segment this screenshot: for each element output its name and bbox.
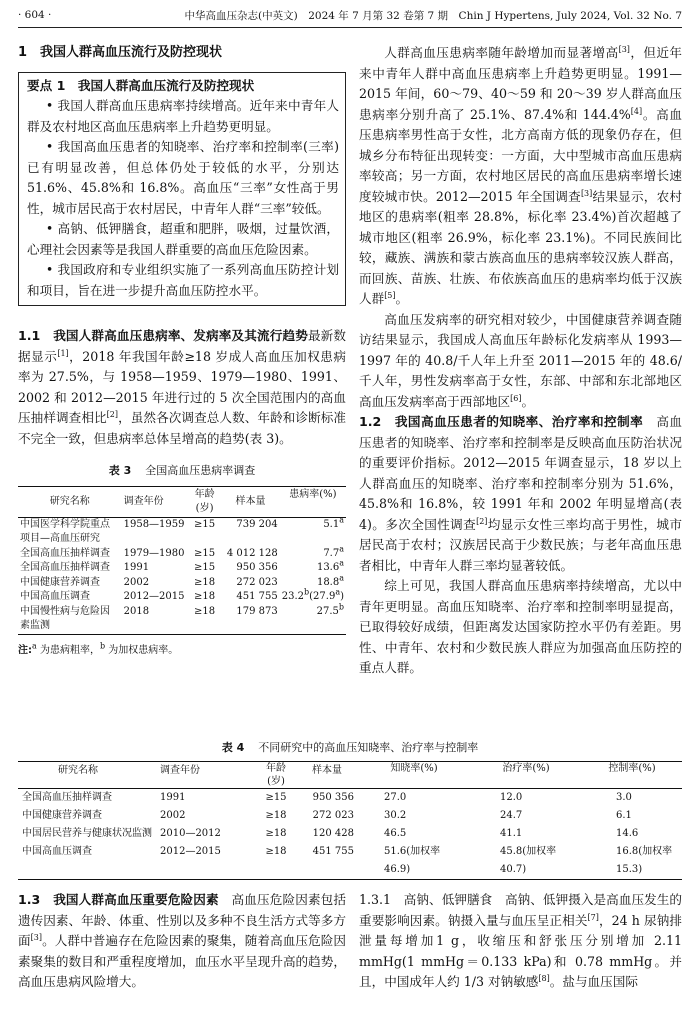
summary-paragraph: 综上可见，我国人群高血压患病率持续增高，尤以中青年更明显。高血压知晓率、治疗率和控制率明显提高，已取得较好成绩，但距离发达国家防控水平仍有差距。男性、中青年、农村和少数民族人群应为加强高血压防控的重点人群。: [359, 578, 682, 675]
body-text: 。高血压患病率男性高于女性，北方高南方低的现象仍存在，但城乡分布特征出现转变：一方面，大中型城市高血压患病率较高；另一方面，农村地区居民的高血压患病率增长速度较城市快。2012—2015 年全国调查: [359, 106, 683, 204]
citation-ref[interactable]: [8]: [538, 973, 550, 983]
table-4-header: 治疗率(%): [502, 763, 550, 774]
header-rule: [18, 27, 682, 28]
table-cell: 14.6: [616, 828, 639, 839]
table-cell: 2002: [160, 810, 186, 821]
table-cell: 中国医学科学院重点项目—高血压研究: [20, 518, 110, 544]
table-cell: 2012—2015: [123, 591, 185, 602]
table-cell: 全国高血压抽样调查: [20, 547, 110, 559]
body-text: ，2018 年我国年龄≥18 岁成人高血压加权患病率为 27.5%，与 1958—1959、1979—1980、1991、2002 和 2012—2015 年进行过的 5 次全国范围内的高血压抽样调查相比: [18, 348, 347, 425]
table-cell: 中国健康营养调查: [20, 576, 100, 588]
table-cell: 272 023: [236, 576, 278, 588]
table-cell: ≥18: [265, 810, 287, 821]
incidence-paragraph: [359, 310, 682, 413]
body-text: 均显示女性三率均高于男性，城市居民高于农村；汉族居民高于少数民族；与老年高血压患者相比，中青年人群三率均显著较低。: [359, 516, 682, 573]
table-cell: 451 755: [312, 846, 354, 857]
table-cell: 12.0: [500, 792, 523, 803]
key-point-item: • 我国人群高血压患病率持续增高。近年来中青年人群及农村地区高血压患病率上升趋势更明显。: [27, 98, 339, 134]
section-1-3-block: [18, 890, 346, 993]
table-3: [18, 486, 346, 635]
citation-ref[interactable]: [7]: [587, 912, 599, 922]
table-cell: ≥18: [194, 605, 216, 617]
citation-ref[interactable]: [6]: [510, 393, 522, 403]
table-row: [18, 605, 346, 635]
table-cell-rate: [280, 517, 346, 547]
table-4-label: 表 4: [221, 741, 245, 754]
table-row: [18, 789, 682, 808]
rate-extra-end: ): [340, 591, 344, 602]
table-3-caption: [18, 461, 346, 482]
body-text: 高钠、低钾摄入是高血压发生的重要影响因素。钠摄入量与血压呈正相关: [359, 892, 683, 928]
citation-ref[interactable]: [3]: [618, 44, 630, 54]
rate-value: 23.2: [281, 591, 305, 602]
table-row: [18, 807, 682, 825]
citation-ref[interactable]: [5]: [384, 290, 396, 300]
table-cell: 2018: [123, 605, 150, 617]
section-1-3-paragraph: [18, 890, 346, 993]
table-row: [18, 561, 346, 576]
section-1-3-1-title: 1.3.1 高钠、低钾膳食: [359, 892, 493, 907]
citation-ref[interactable]: [3]: [580, 188, 593, 198]
table-cell: 51.6(加权率 46.9): [384, 846, 441, 875]
table-cell: 中国高血压调查: [20, 591, 90, 602]
body-text: 结果显示，农村地区的患病率(粗率 28.8%，标化率 23.4%)首次超越了城市地区(粗率 26.9%，标化率 23.1%)。不同民族间比较，藏族、满族和蒙古族高血压的患病率较汉族人群高，而回族、苗族、壮族、布依族高血压的患病率均低于汉族人群: [359, 188, 683, 306]
rate-value: 27.5: [316, 605, 339, 617]
rate-mark: b: [338, 602, 344, 612]
table-cell-rate: [280, 558, 346, 576]
key-points-box: [18, 72, 346, 307]
table-4-block: [18, 739, 682, 880]
body-text: 。人群中普遍存在危险因素的聚集，随着高血压危险因素聚集的数目和严重程度增加，血压水平呈现升高的趋势，高血压患病风险增大。: [18, 933, 347, 989]
rate-extra-mark: a: [335, 587, 341, 597]
table-cell: 1991: [123, 562, 150, 573]
rate-extra: (27.9: [309, 591, 336, 602]
rate-mark: a: [339, 573, 344, 583]
page-number: · 604 ·: [18, 9, 52, 21]
table-cell: 45.8(加权率 40.7): [500, 846, 557, 875]
body-text: 高血压危险因素包括遗传因素、年龄、体重、性别以及多种不良生活方式等多方面: [18, 892, 347, 948]
table-cell-rate: [280, 587, 346, 605]
table-cell: 46.5: [384, 828, 407, 839]
table-row: [18, 576, 346, 591]
section-1-3-1-block: [359, 890, 682, 993]
table-row: [18, 825, 682, 843]
prevalence-trend-paragraph: [359, 43, 682, 310]
table-cell: 451 755: [236, 591, 278, 602]
section-1-3-1-paragraph: [359, 890, 682, 993]
table-4-header: 调查年份: [160, 765, 200, 776]
key-point-item: • 我国政府和专业组织实施了一系列高血压防控计划和项目，旨在进一步提升高血压防控水平。: [27, 262, 339, 298]
table-3-label: 表 3: [108, 464, 132, 477]
table-cell: ≥15: [194, 547, 216, 559]
note-text: 为加权患病率。: [105, 644, 179, 656]
table-cell: 中国高血压调查: [22, 846, 92, 857]
key-points-title: 要点 1 我国人群高血压流行及防控现状: [27, 77, 255, 93]
body-text: ，24 h 尿钠排泄量每增加1 g，收缩压和舒张压分别增加 2.11 mmHg(1 mmHg＝0.133 kPa)和 0.78 mmHg。并且，中国成年人约 1/3 对钠敏感: [359, 912, 682, 989]
table-cell: 2010—2012: [160, 828, 221, 839]
table-3-header: 研究名称: [49, 495, 90, 507]
rate-value: 7.7: [323, 547, 340, 559]
table-cell: 全国高血压抽样调查: [20, 562, 110, 573]
note-mark: a: [32, 641, 37, 651]
body-text: 。: [395, 291, 409, 306]
table-cell: 2002: [123, 576, 150, 588]
table-4-header: 控制率(%): [608, 763, 656, 774]
right-column: [359, 43, 682, 679]
table-3-header: 调查年份: [123, 495, 164, 507]
section-1-title: 1 我国人群高血压流行及防控现状: [18, 45, 223, 60]
table-cell: ≥15: [194, 562, 216, 573]
table-4-header: 年龄(岁): [266, 763, 286, 787]
table-cell: 1958—1959: [123, 518, 185, 530]
citation-ref[interactable]: [3]: [30, 932, 43, 942]
body-text: 最新数据显示: [18, 328, 347, 364]
table-cell: 179 873: [236, 605, 278, 617]
note-text: 为患病粗率，: [36, 644, 100, 656]
journal-citation: 中华高血压杂志(中英文) 2024 年 7 月第 32 卷第 7 期 Chin J Hypertens, July 2024, Vol. 32 No. 7: [184, 9, 682, 22]
table-cell: 120 428: [312, 828, 354, 839]
table-3-header: 年龄(岁): [194, 488, 215, 514]
table-cell: 1979—1980: [123, 547, 185, 559]
table-cell: 739 204: [236, 518, 278, 530]
table-3-header: 样本量: [235, 495, 266, 507]
body-text: 。: [521, 393, 535, 409]
body-text: 高血压患者的知晓率、治疗率和控制率是反映高血压防治状况的重要评价指标。2012—2015 年调查显示，18 岁以上人群高血压的知晓率、治疗率和控制率分别为 51.6%，45.8%和 16.8%，较 1991 年和 2002 年明显增高(表 4)。多次全国性调查: [359, 414, 683, 532]
rate-mark: a: [339, 544, 344, 554]
body-text: 高血压发病率的研究相对较少，中国健康营养调查随访结果显示，我国成人高血压年龄标化发病率从 1993—1997 年的 40.8/千人年上升至 2011—2015 年的 48.6/千人年，男性发病率高于女性，东部、中部和东北部地区高血压发病率高于西部地区: [359, 311, 682, 409]
table-cell: 6.1: [616, 810, 632, 821]
table-3-header: 患病率(%): [289, 488, 337, 500]
table-cell: ≥18: [265, 846, 287, 857]
citation-ref[interactable]: [2]: [106, 409, 119, 419]
table-4: [18, 761, 682, 880]
body-text: ，虽然各次调查总人数、年龄和诊断标准不完全一致，但患病率总体呈增高的趋势(表 3)。: [18, 410, 347, 446]
section-1-1-title: 1.1 我国人群高血压患病率、发病率及其流行趋势: [18, 328, 308, 343]
table-4-header: 知晓率(%): [390, 763, 438, 774]
section-1-3-title: 1.3 我国人群高血压重要危险因素: [18, 892, 219, 907]
table-cell: ≥18: [194, 576, 216, 588]
citation-ref[interactable]: [4]: [630, 106, 643, 116]
table-cell: 27.0: [384, 792, 407, 803]
table-4-header: 样本量: [312, 765, 342, 776]
table-3-note: [18, 641, 346, 662]
table-3-title: 全国高血压患病率调查: [145, 464, 256, 477]
table-cell: ≥18: [265, 828, 287, 839]
table-cell: 950 356: [236, 562, 278, 573]
table-cell: 41.1: [500, 828, 523, 839]
running-header: [18, 6, 682, 24]
body-text: ，但近年来中青年人群中高血压患病率上升趋势更明显。1991—2015 年间，60～79、40～59 和 20～39 岁人群高血压患病率分别升高了 25.1%、87.4%和 144.4%: [359, 45, 683, 122]
citation-ref[interactable]: [1]: [57, 348, 69, 358]
section-1-2-paragraph: [359, 412, 682, 576]
section-1-1-paragraph: [18, 326, 346, 449]
rate-mark: a: [339, 515, 344, 525]
table-cell: 中国慢性病与危险因素监测: [20, 605, 110, 631]
table-cell: 16.8(加权率 15.3): [616, 846, 673, 875]
table-cell: 全国高血压抽样调查: [22, 792, 112, 803]
table-cell-rate: [280, 544, 346, 562]
body-text: 。盐与血压国际: [549, 974, 638, 989]
table-cell-rate: [280, 602, 346, 635]
table-4-header: 研究名称: [58, 765, 98, 776]
table-cell: 中国居民营养与健康状况监测: [22, 828, 152, 839]
table-row: [18, 590, 346, 605]
table-cell: 24.7: [500, 810, 523, 821]
key-point-item: • 高钠、低钾膳食，超重和肥胖，吸烟，过量饮酒，心理社会因素等是我国人群重要的高血压危险因素。: [27, 221, 339, 257]
table-cell: 2012—2015: [160, 846, 221, 857]
table-row: [18, 843, 682, 880]
note-label: 注:: [18, 644, 32, 656]
rate-value: 18.8: [316, 576, 340, 588]
table-row: [18, 517, 346, 547]
table-cell: 1991: [160, 792, 186, 803]
rate-value: 5.1: [323, 518, 340, 530]
table-cell: 4 012 128: [226, 547, 278, 559]
section-1-2-title: 1.2 我国高血压患者的知晓率、治疗率和控制率: [359, 414, 644, 429]
table-cell: 272 023: [312, 810, 354, 821]
table-cell: 30.2: [384, 810, 407, 821]
table-cell: ≥15: [265, 792, 287, 803]
rate-mark: b: [304, 587, 310, 597]
table-cell: 中国健康营养调查: [22, 810, 102, 821]
table-cell: 950 356: [312, 792, 354, 803]
left-column: [18, 43, 346, 661]
table-cell: ≥18: [194, 591, 216, 602]
table-4-title: 不同研究中的高血压知晓率、治疗率与控制率: [258, 741, 479, 754]
rate-mark: a: [339, 558, 344, 568]
note-mark: b: [99, 641, 106, 651]
table-row: [18, 547, 346, 562]
rate-value: 13.6: [316, 562, 340, 573]
table-cell: ≥15: [194, 518, 216, 530]
body-text: 人群高血压患病率随年龄增加而显著增高: [384, 45, 619, 60]
table-4-caption: [18, 739, 682, 755]
table-cell: 3.0: [616, 792, 632, 803]
citation-ref[interactable]: [2]: [476, 516, 488, 526]
key-point-item: • 我国高血压患者的知晓率、治疗率和控制率(三率)已有明显改善，但总体仍处于较低的水平，分别达 51.6%、45.8%和 16.8%。高血压“三率”女性高于男性，城市居民高于农村居民，中青年人群“三率”较低。: [27, 139, 339, 216]
